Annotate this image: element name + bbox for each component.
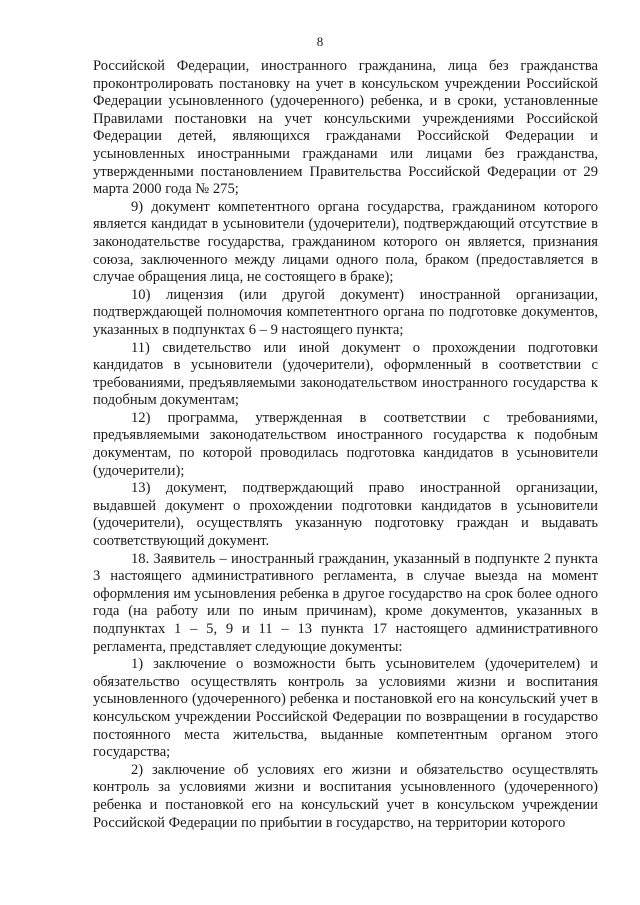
paragraph-continuation: Российской Федерации, иностранного гражданина, лица без гражданства проконтролировать постановку на учет в консульском учреждении Российской Федерации усыновленного (удочеренного) ребенка, и в сроки, установленные Правилами постановки на учет консульскими учреждениями Российской Федерации детей, являющихся гражданами Российской Федерации и усыновленных иностранными гражданами или лицами без гражданства, утвержденными постановлением Правительства Российской Федерации от 29 марта 2000 года № 275; — [93, 58, 598, 198]
paragraph-subitem-2: 2) заключение об условиях его жизни и обязательство осуществлять контроль за условиями жизни и воспитания усыновленного (удочеренного) ребенка и постановкой его на консульский учет в консульском учреждении Российской Федерации по прибытии в государство, на территории которого — [93, 761, 598, 831]
body-text — [93, 58, 598, 832]
paragraph-section-18: 18. Заявитель – иностранный гражданин, указанный в подпункте 2 пункта 3 настоящего административного регламента, в случае выезда на момент оформления им усыновления ребенка в другое государство на срок более одного года (на работу или по иным причинам), кроме документов, указанных в подпунктах 1 – 5, 9 и 11 – 13 пункта 17 настоящего административного регламента, представляет следующие документы: — [93, 550, 598, 655]
paragraph-subitem-1: 1) заключение о возможности быть усыновителем (удочерителем) и обязательство осуществлять контроль за условиями жизни и воспитания усыновленного (удочеренного) ребенка и постановкой его на консульский учет в консульском учреждении Российской Федерации по возвращении в государство постоянного места жительства, выданные компетентным органом этого государства; — [93, 656, 598, 761]
paragraph-item-11: 11) свидетельство или иной документ о прохождении подготовки кандидатов в усыновители (удочерители), оформленный в соответствии с требованиями, предъявляемыми законодательством иностранного государства к подобным документам; — [93, 339, 598, 409]
paragraph-item-12: 12) программа, утвержденная в соответствии с требованиями, предъявляемыми законодательством иностранного государства к подобным документам, по которой проводилась подготовка кандидатов в усыновители (удочерители); — [93, 409, 598, 479]
page-number: 8 — [316, 34, 324, 49]
paragraph-item-10: 10) лицензия (или другой документ) иностранной организации, подтверждающей полномочия компетентного органа по подготовке документов, указанных в подпунктах 6 – 9 настоящего пункта; — [93, 286, 598, 338]
paragraph-item-13: 13) документ, подтверждающий право иностранной организации, выдавшей документ о прохождении подготовки кандидатов в усыновители (удочерители), осуществлять указанную подготовку граждан и выдавать соответствующий документ. — [93, 480, 598, 550]
paragraph-item-9: 9) документ компетентного органа государства, гражданином которого является кандидат в усыновители (удочерители), подтверждающий отсутствие в законодательстве государства, гражданином которого он является, признания союза, заключенного между лицами одного пола, браком (предоставляется в случае обращения лица, не состоящего в браке); — [93, 198, 598, 286]
